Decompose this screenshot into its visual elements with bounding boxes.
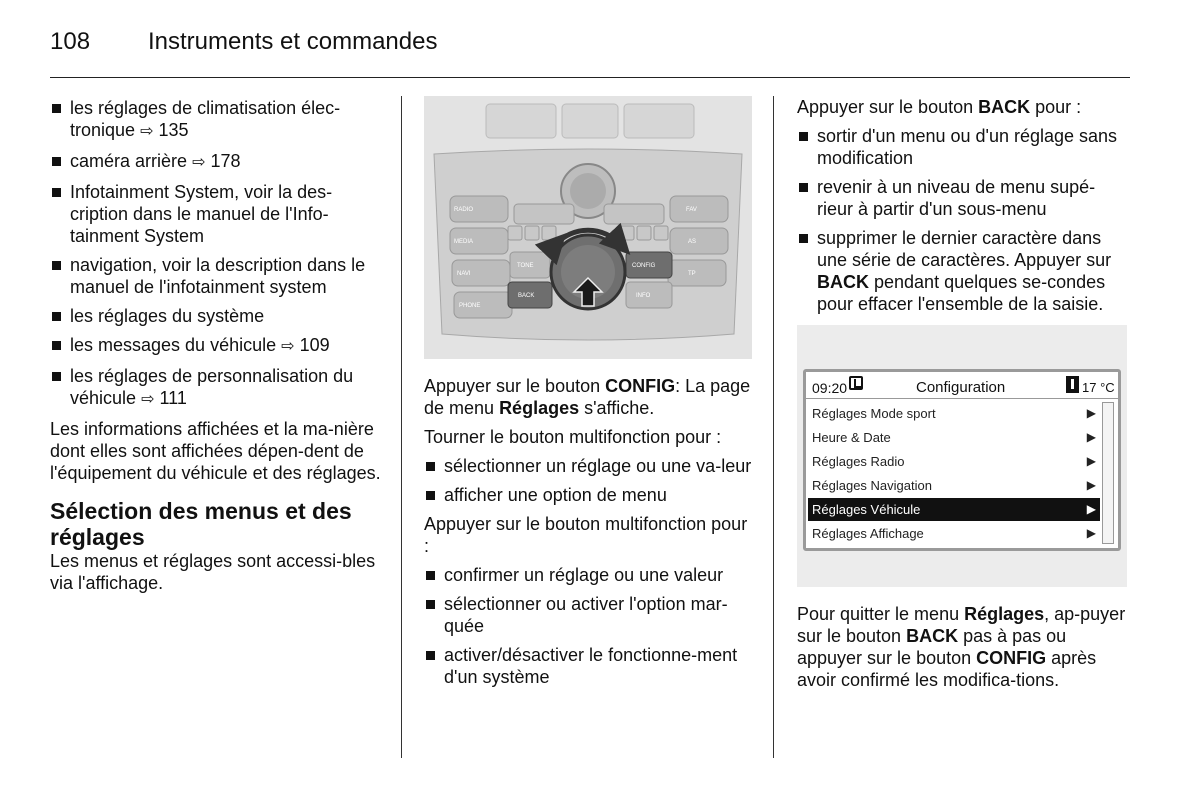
column-divider [401,96,402,758]
config-paragraph: Appuyer sur le bouton CONFIG: La page de menu Réglages s'affiche. [424,376,751,418]
menu-item-navigation[interactable]: Réglages Navigation ▶ [808,474,1100,497]
middle-column [424,96,754,695]
list-item: navigation, voir la description dans le manuel de l'infotainment system [50,254,385,298]
feature-list [50,97,385,411]
quit-paragraph: Pour quitter le menu Réglages, ap-puyer sur le bouton BACK pas à pas ou appuyer sur le bouton CONFIG après avoir confirmé les modifica-tions. [797,604,1126,690]
reference-arrow-icon: ⇨ [141,391,155,408]
list-item: confirmer un réglage ou une valeur [424,564,754,586]
tp-button-label: TP [688,271,696,277]
page-reference: 178 [210,151,241,171]
page-reference: 109 [299,335,330,355]
press-list [424,564,754,688]
menu-item-radio[interactable]: Réglages Radio ▶ [808,450,1100,473]
column-divider [773,96,774,758]
rotate-list [424,455,754,506]
list-item: sélectionner un réglage ou une va-leur [424,455,754,477]
section-text: Les menus et réglages sont accessi-bles via l'affichage. [50,551,376,593]
control-panel-figure [424,96,752,359]
list-item: Infotainment System, voir la des-cription dans le manuel de l'Info-tainment System [50,181,385,247]
list-item: sélectionner ou activer l'option mar-quée [424,593,754,637]
display-title: Configuration [916,379,1006,396]
chevron-right-icon: ▶ [1086,526,1096,540]
left-column [50,97,385,601]
reference-arrow-icon: ⇨ [281,338,295,355]
display-screen-figure [797,325,1127,587]
back-paragraph: Appuyer sur le bouton BACK pour : [797,97,1082,117]
list-item: activer/désactiver le fonctionne-ment d'un système [424,644,754,688]
back-button-label: BACK [518,293,535,299]
page-header [50,24,1130,78]
rotate-paragraph: Tourner le bouton multifonction pour : [424,427,722,447]
section-heading: Sélection des menus et des réglages [50,498,352,550]
back-list [797,125,1127,315]
right-column [797,96,1127,698]
chevron-right-icon: ▶ [1086,454,1096,468]
page-reference: 135 [158,120,189,140]
list-item: les réglages de personnalisation du véhicule ⇨ 111 [50,365,385,411]
chevron-right-icon: ▶ [1086,430,1096,444]
config-button-label: CONFIG [632,263,656,269]
list-item: les réglages du système [50,305,385,327]
menu-item-heure-date[interactable]: Heure & Date ▶ [808,426,1100,449]
navi-button-label: NAVI [457,271,471,277]
fav-button-label: FAV [686,207,697,213]
menu-item-vehicule[interactable]: Réglages Véhicule ▶ [808,498,1100,521]
outside-temperature: 17 °C [1082,380,1115,395]
info-display [803,369,1121,551]
page-number: 108 [50,28,91,55]
thermometer-icon [1066,376,1079,393]
page-title: Instruments et commandes [148,28,438,55]
chevron-right-icon: ▶ [1086,502,1096,516]
clock-time: 09:20 [812,380,848,396]
menu-item-affichage[interactable]: Réglages Affichage ▶ [808,522,1100,545]
page-reference: 111 [159,388,187,408]
chevron-right-icon: ▶ [1086,406,1096,420]
info-button-label: INFO [636,293,651,299]
list-item: afficher une option de menu [424,484,754,506]
info-paragraph: Les informations affichées et la ma-nière dont elles sont affichées dépen-dent de l'équipement du véhicule et des réglages. [50,419,381,483]
list-item: supprimer le dernier caractère dans une série de caractères. Appuyer sur BACK pendant quelques se-condes pour effacer l'ensemble de la saisie. [797,227,1127,315]
display-divider [806,398,1118,399]
media-button-label: MEDIA [454,239,474,245]
press-paragraph: Appuyer sur le bouton multifonction pour : [424,514,748,556]
phone-button-label: PHONE [459,303,481,309]
reference-arrow-icon: ⇨ [192,154,206,171]
radio-button-label: RADIO [454,207,474,213]
clock-icon [849,376,863,390]
list-item: les messages du véhicule ⇨ 109 [50,334,385,358]
chevron-right-icon: ▶ [1086,478,1096,492]
list-item: les réglages de climatisation élec-tronique ⇨ 135 [50,97,385,143]
list-item: revenir à un niveau de menu supé-rieur à partir d'un sous-menu [797,176,1127,220]
menu-item-mode-sport[interactable]: Réglages Mode sport ▶ [808,402,1100,425]
scrollbar[interactable] [1102,402,1114,544]
display-header [806,372,1118,399]
list-item: caméra arrière ⇨ 178 [50,150,385,174]
as-button-label: AS [688,239,697,245]
list-item: sortir d'un menu ou d'un réglage sans modification [797,125,1127,169]
reference-arrow-icon: ⇨ [140,123,154,140]
tone-button-label: TONE [517,263,534,269]
